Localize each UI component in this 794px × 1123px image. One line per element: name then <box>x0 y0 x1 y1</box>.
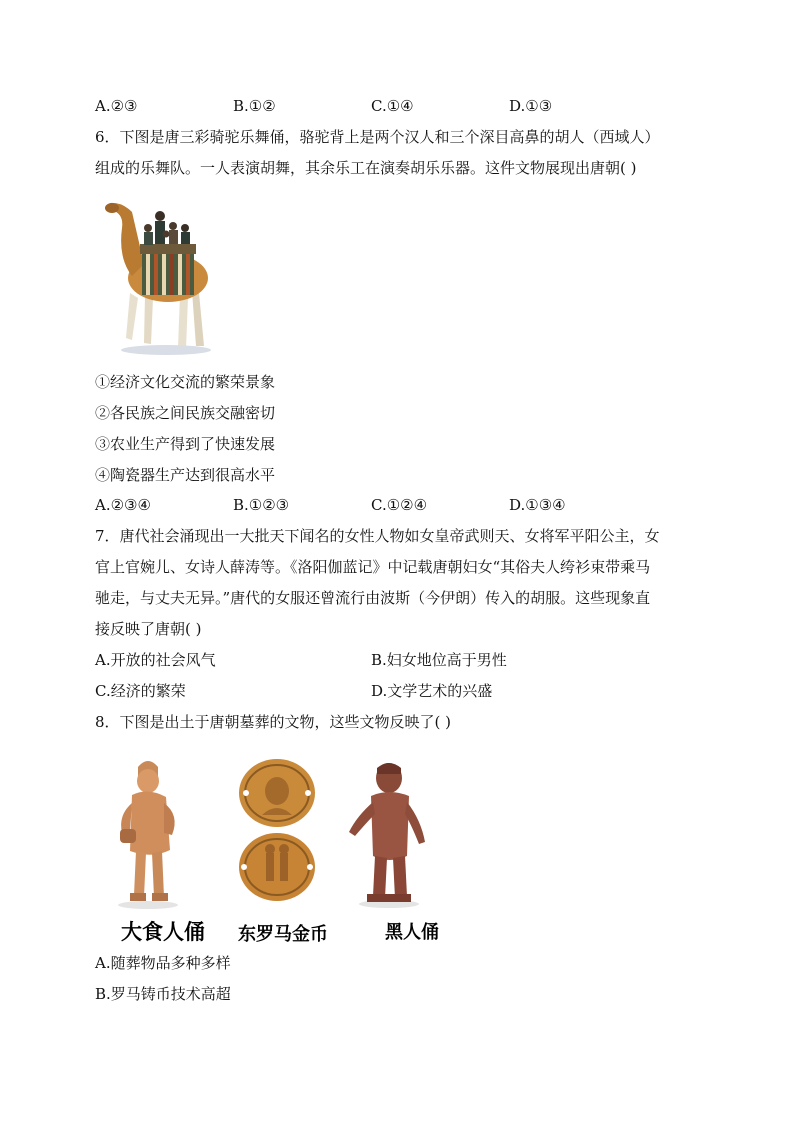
q5-option-b: B.①② <box>233 97 276 115</box>
q6-stem-line-1: 6．下图是唐三彩骑驼乐舞俑，骆驼背上是两个汉人和三个深目高鼻的胡人（西域人） <box>95 128 660 146</box>
q6-item-3: ③农业生产得到了快速发展 <box>95 435 276 453</box>
q5-option-c: C.①④ <box>371 97 414 115</box>
q7-stem-line-1: 7．唐代社会涌现出一大批天下闻名的女性人物如女皇帝武则天、女将军平阳公主，女 <box>95 527 660 545</box>
q6-item-2: ②各民族之间民族交融密切 <box>95 404 276 422</box>
q6-option-b: B.①②③ <box>233 496 290 514</box>
byzantine-gold-coins-image <box>232 755 322 905</box>
q6-option-d: D.①③④ <box>509 496 566 514</box>
q7-option-a: A.开放的社会风气 <box>95 651 216 669</box>
q7-option-d: D.文学艺术的兴盛 <box>371 682 493 700</box>
q5-option-a: A.②③ <box>95 97 138 115</box>
q6-stem-line-2: 组成的乐舞队。一人表演胡舞，其余乐工在演奏胡乐乐器。这件文物展现出唐朝( ) <box>95 159 637 177</box>
black-figurine-image <box>345 758 435 910</box>
q6-item-1: ①经济文化交流的繁荣景象 <box>95 373 276 391</box>
q7-stem-line-2: 官上官婉儿、女诗人薛涛等。《洛阳伽蓝记》中记载唐朝妇女“其俗夫人绔衫束带乘马 <box>95 558 651 576</box>
q7-option-c: C.经济的繁荣 <box>95 682 186 700</box>
q6-item-4: ④陶瓷器生产达到很高水平 <box>95 466 276 484</box>
q8-option-b: B.罗马铸币技术高超 <box>95 985 231 1003</box>
q8-option-a: A.随葬物品多种多样 <box>95 954 231 972</box>
q6-option-a: A.②③④ <box>95 496 151 514</box>
caption-black-figurine: 黑人俑 <box>385 922 439 943</box>
q8-stem: 8．下图是出土于唐朝墓葬的文物，这些文物反映了( ) <box>95 713 452 731</box>
caption-byzantine-gold-coin: 东罗马金币 <box>238 924 328 945</box>
q7-stem-line-4: 接反映了唐朝( ) <box>95 620 202 638</box>
q6-option-c: C.①②④ <box>371 496 428 514</box>
arab-figurine-image <box>112 755 187 910</box>
q7-stem-line-3: 驰走，与丈夫无异。”唐代的女服还曾流行由波斯（今伊朗）传入的胡服。这些现象直 <box>95 589 651 607</box>
tang-sancai-camel-figure <box>100 198 215 358</box>
caption-arab-figurine: 大食人俑 <box>121 920 205 944</box>
q5-option-d: D.①③ <box>509 97 553 115</box>
q7-option-b: B.妇女地位高于男性 <box>371 651 507 669</box>
